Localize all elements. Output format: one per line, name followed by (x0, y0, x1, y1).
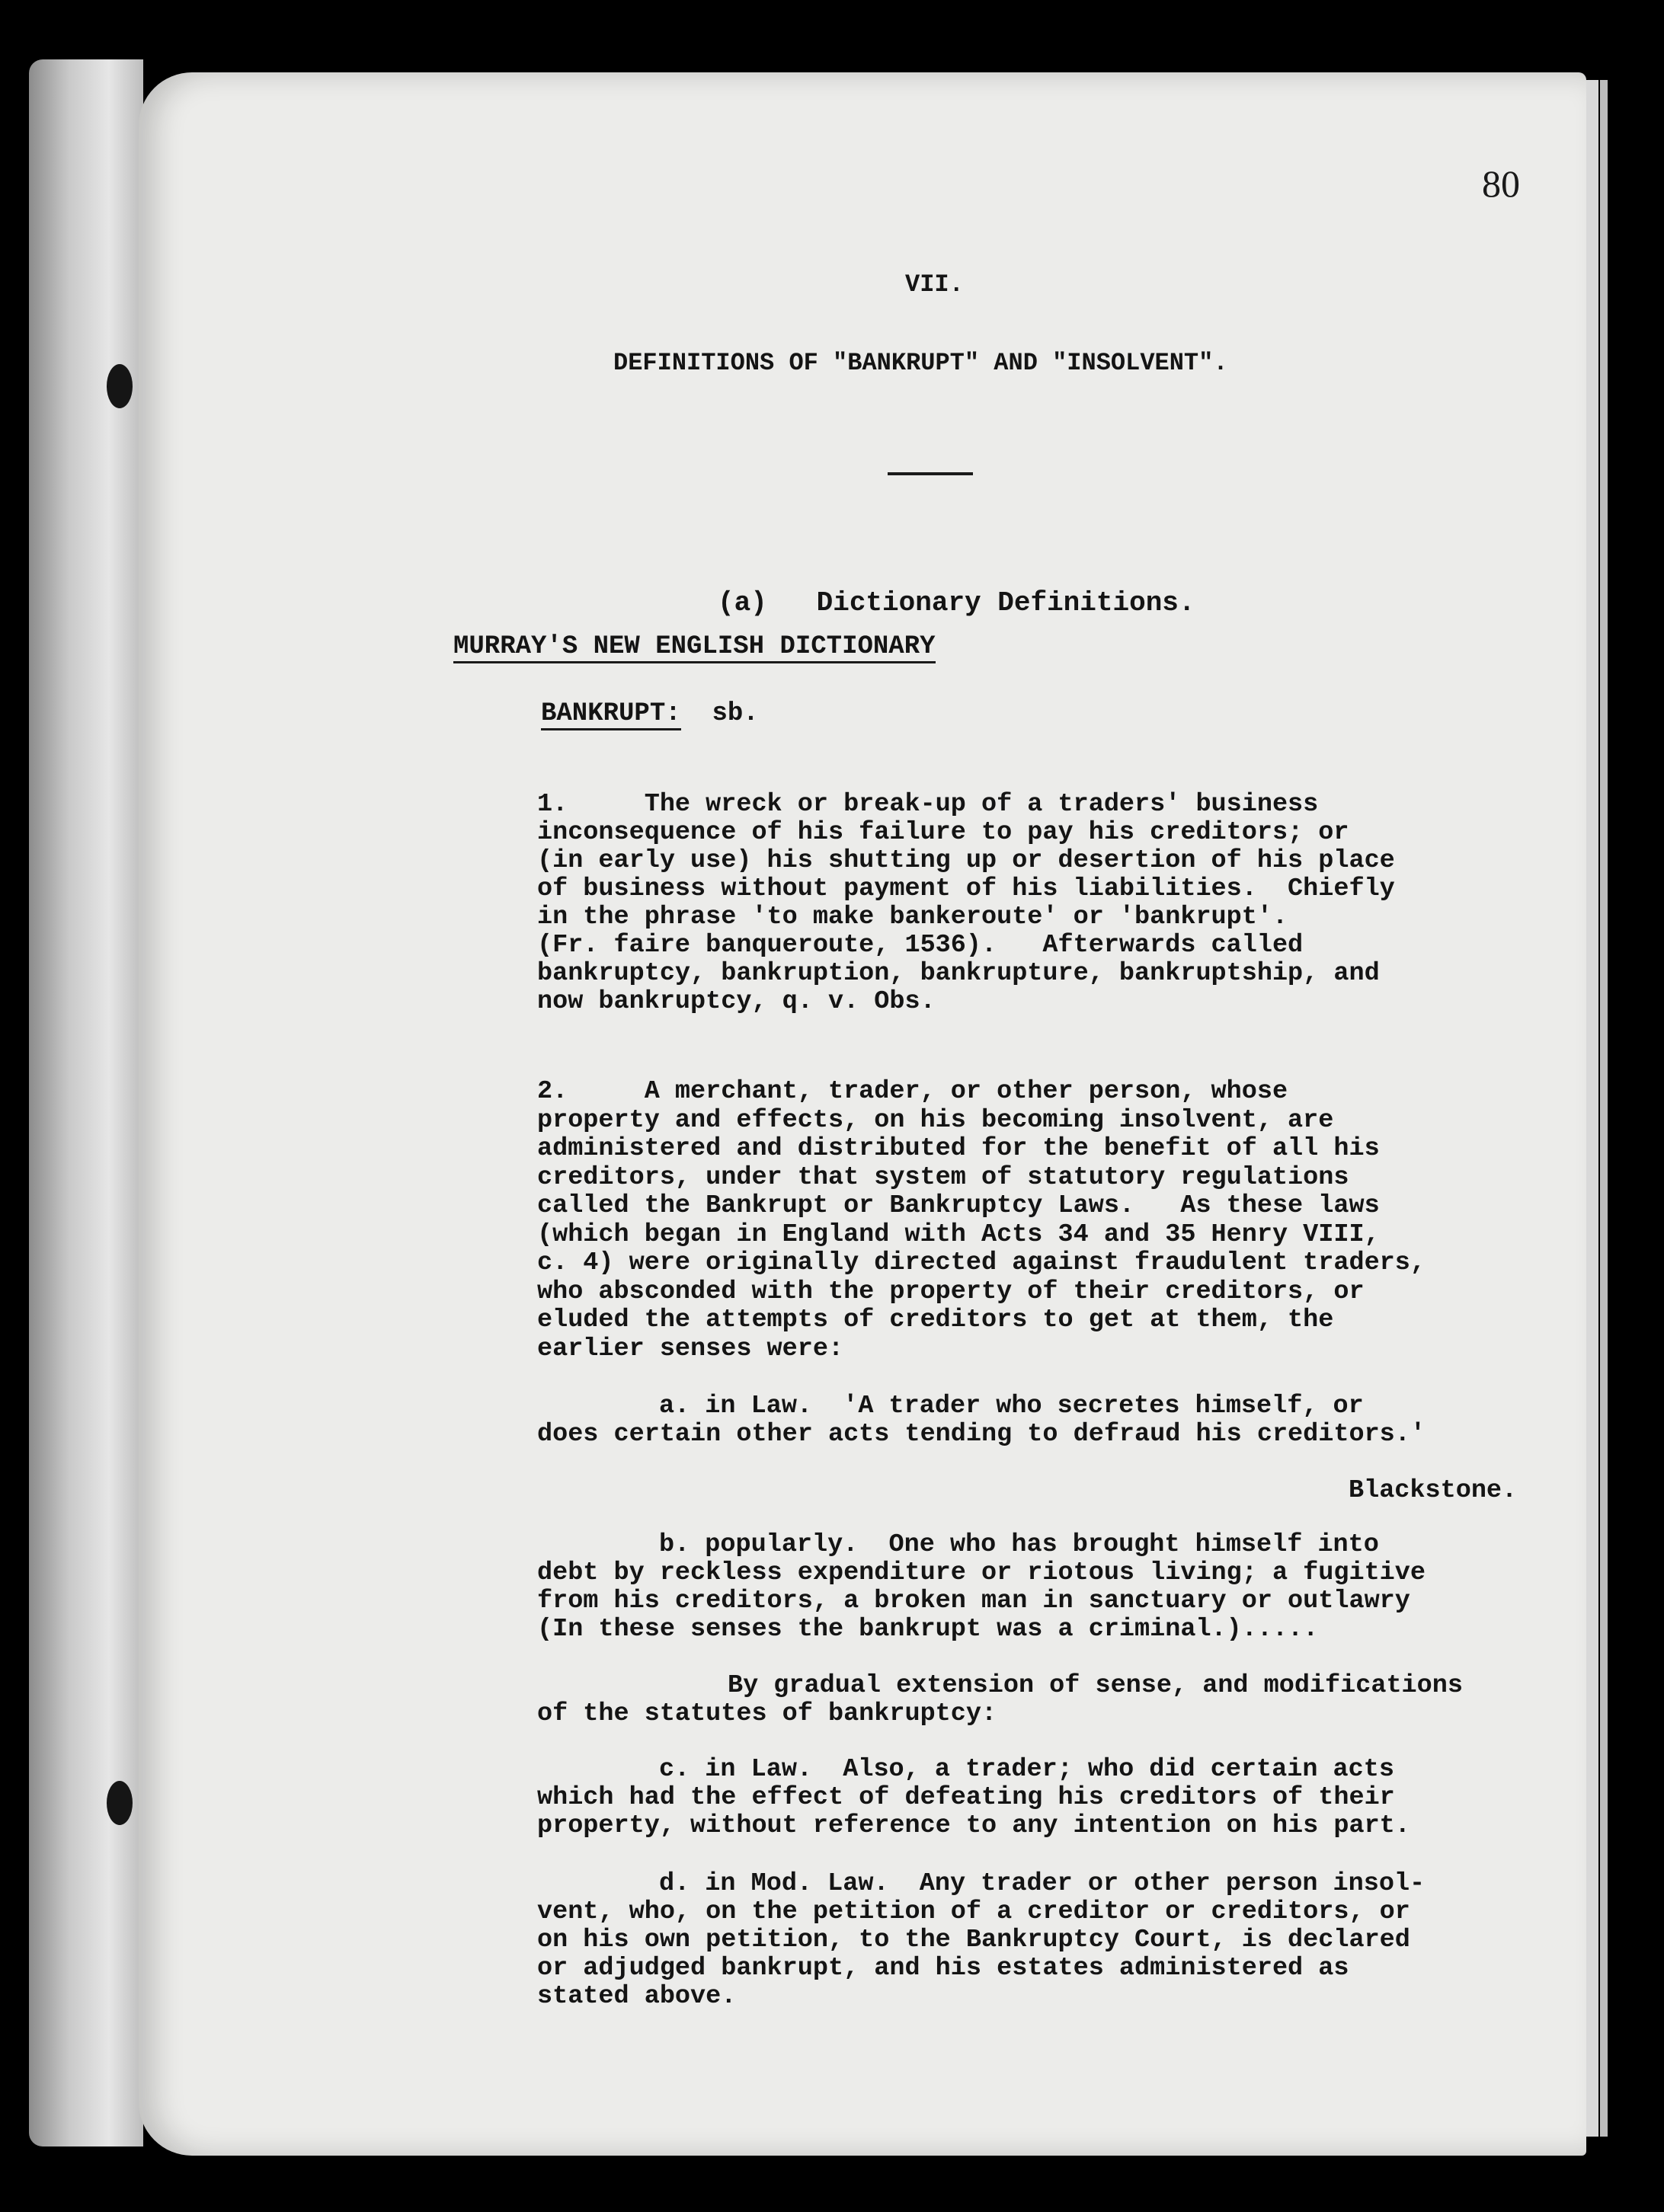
sense-c-line: property, without reference to any intention on his part. (537, 1811, 1410, 1840)
sense-d-line: vent, who, on the petition of a creditor or creditors, or (537, 1897, 1410, 1926)
sense-a-line: does certain other acts tending to defraud his creditors.' (537, 1420, 1426, 1449)
definition-1-line: now bankruptcy, q. v. Obs. (537, 987, 936, 1016)
entry-line (541, 699, 759, 728)
definition-2-line: earlier senses were: (537, 1334, 844, 1363)
definition-2-line: creditors, under that system of statutory regulations (537, 1162, 1349, 1192)
definition-2 (537, 1078, 1426, 1363)
page-number: 80 (1482, 162, 1520, 205)
definition-2-line: who absconded with the property of their creditors, or (537, 1277, 1365, 1306)
sense-a (537, 1392, 1426, 1449)
binder-ring-bottom (107, 1781, 133, 1825)
sense-b-line: debt by reckless expenditure or riotous living; a fugitive (537, 1558, 1426, 1587)
definition-1-line: bankruptcy, bankruption, bankrupture, bankruptship, and (537, 959, 1380, 988)
definition-1-line: in the phrase 'to make bankeroute' or 'bankrupt'. (537, 903, 1288, 932)
definition-2-line: property and effects, on his becoming insolvent, are (537, 1105, 1334, 1135)
source-title (453, 632, 936, 661)
definition-2-line: eluded the attempts of creditors to get at them, the (537, 1306, 1334, 1335)
citation: Blackstone. (1349, 1476, 1518, 1505)
definition-1-line: 1. The wreck or break-up of a traders' business (537, 790, 1319, 819)
sense-d-line: on his own petition, to the Bankruptcy Court, is declared (537, 1926, 1410, 1955)
sense-d-line: d. in Mod. Law. Any trader or other person insol- (659, 1869, 1426, 1898)
sense-c (537, 1756, 1410, 1840)
sense-d-line: stated above. (537, 1982, 737, 2011)
extension-note-line: of the statutes of bankruptcy: (537, 1699, 997, 1728)
heading-rule (888, 472, 973, 475)
binder-ring-top (107, 364, 133, 408)
source-title-text: MURRAY'S NEW ENGLISH DICTIONARY (453, 632, 936, 663)
sense-c-line: c. in Law. Also, a trader; who did certain acts (659, 1755, 1394, 1784)
definition-2-line: (which began in England with Acts 34 and 35 Henry VIII, (537, 1219, 1380, 1249)
section-numeral: VII. (905, 270, 964, 299)
document-heading: DEFINITIONS OF "BANKRUPT" AND "INSOLVENT". (613, 349, 1228, 377)
entry-headword: BANKRUPT: (541, 699, 681, 730)
extension-note (537, 1672, 1463, 1728)
section-subheading: (a) Dictionary Definitions. (718, 587, 1195, 619)
extension-note-line: By gradual extension of sense, and modifications (728, 1671, 1463, 1700)
sense-a-line: a. in Law. 'A trader who secretes himself, or (659, 1392, 1364, 1421)
sense-d (537, 1870, 1425, 2011)
sense-d-line: or adjudged bankrupt, and his estates administered as (537, 1954, 1349, 1983)
sense-c-line: which had the effect of defeating his creditors of their (537, 1783, 1395, 1812)
definition-2-line: 2. A merchant, trader, or other person, whose (537, 1077, 1288, 1106)
definition-2-line: called the Bankrupt or Bankruptcy Laws. As these laws (537, 1191, 1380, 1220)
definition-1-line: inconsequence of his failure to pay his creditors; or (537, 818, 1349, 847)
definition-1-line: of business without payment of his liabilities. Chiefly (537, 874, 1395, 903)
sense-b-line: (In these senses the bankrupt was a criminal.)..... (537, 1615, 1319, 1644)
definition-1-line: (in early use) his shutting up or desertion of his place (537, 846, 1395, 875)
definition-2-line: administered and distributed for the benefit of all his (537, 1134, 1380, 1163)
sense-b (537, 1531, 1426, 1644)
sense-b-line: from his creditors, a broken man in sanctuary or outlawry (537, 1587, 1410, 1616)
page-stack-edge (1600, 80, 1608, 2137)
page-stack-edge (1586, 80, 1598, 2137)
definition-1-line: (Fr. faire banqueroute, 1536). Afterwards called (537, 931, 1304, 960)
definition-2-line: c. 4) were originally directed against fraudulent traders, (537, 1248, 1426, 1277)
sense-b-line: b. popularly. One who has brought himself into (659, 1530, 1379, 1559)
definition-1 (537, 791, 1395, 1016)
entry-part-of-speech: sb. (712, 699, 759, 728)
